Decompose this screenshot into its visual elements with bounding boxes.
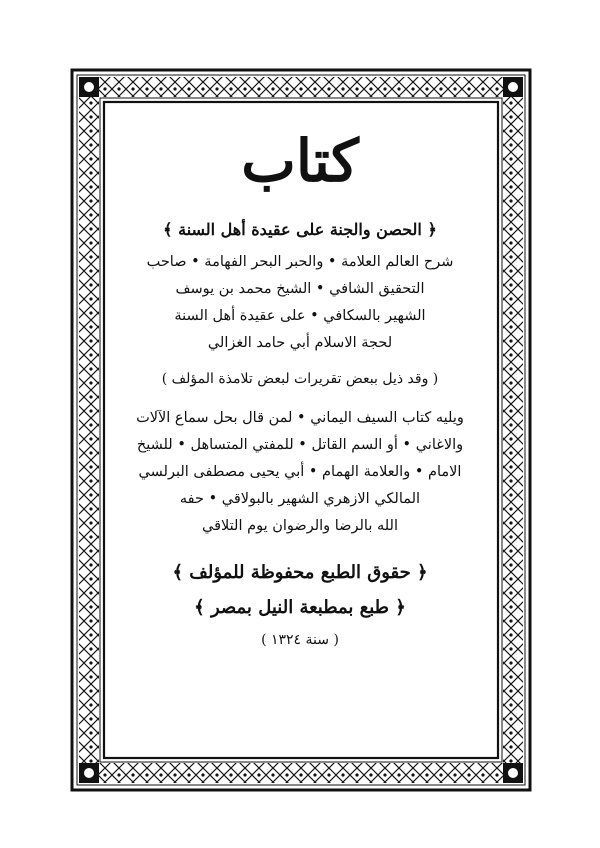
book-title: كتاب xyxy=(241,127,359,195)
copyright-notice xyxy=(112,562,488,583)
appendix-description xyxy=(112,405,488,540)
ornament-bracket-right: ﴿ xyxy=(395,597,406,618)
appendix-line: الامام • والعلامة الهمام • أبي يحيى مصطفى البرلسي xyxy=(138,464,462,480)
appendix-line: والاغاني • أو السم القاتل • للمفتي المتساهل • للشيخ xyxy=(136,437,464,453)
title-page-content xyxy=(112,112,488,752)
ornament-bracket-right: ﴿ xyxy=(427,220,437,239)
description xyxy=(112,249,488,357)
ornament-bracket-right: ﴿ xyxy=(417,562,428,583)
description-line: الشهير بالسكافي • على عقيدة أهل السنة xyxy=(174,308,426,324)
subtitle-text: الحصن والجنة على عقيدة أهل السنة xyxy=(178,220,422,239)
ornament-bracket-left: ﴾ xyxy=(194,597,205,618)
ornament-bracket-left: ﴾ xyxy=(163,220,173,239)
description-line: لحجة الاسلام أبي حامد الغزالي xyxy=(207,335,393,351)
annotation-note: ( وقد ذيل ببعض تقريرات لبعض تلامذة المؤلف ) xyxy=(161,371,439,387)
printer-text: طبع بمطبعة النيل بمصر xyxy=(210,597,390,618)
publication-year: ( سنة ١٣٢٤ ) xyxy=(261,632,339,648)
description-line: شرح العالم العلامة • والحبر البحر الفهامة • صاحب xyxy=(146,254,454,270)
description-line: التحقيق الشافي • الشيخ محمد بن يوسف xyxy=(175,281,425,297)
appendix-line: ويليه كتاب السيف اليماني • لمن قال بحل سماع الآلات xyxy=(136,410,464,426)
appendix-line: المالكي الازهري الشهير بالبولاقي • حفه xyxy=(179,491,421,507)
book-subtitle xyxy=(112,220,488,239)
appendix-line: الله بالرضا والرضوان يوم التلاقي xyxy=(202,518,398,534)
copyright-text: حقوق الطبع محفوظة للمؤلف xyxy=(189,562,411,583)
ornament-bracket-left: ﴾ xyxy=(172,562,183,583)
printer-notice xyxy=(112,597,488,618)
